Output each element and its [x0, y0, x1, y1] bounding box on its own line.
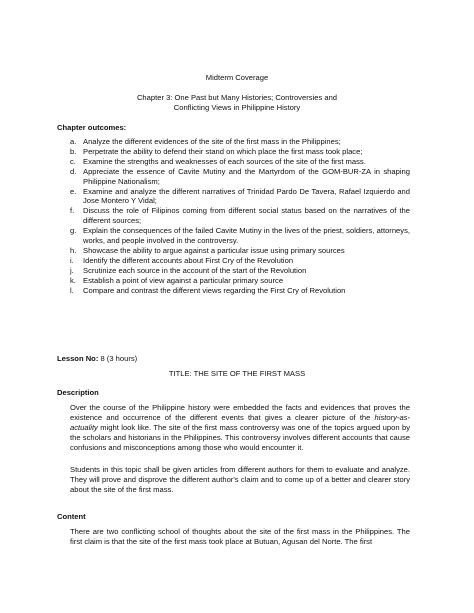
outcome-marker: j. — [70, 265, 74, 275]
outcome-marker: b. — [70, 146, 77, 156]
outcome-item — [70, 167, 410, 187]
outcome-text: Examine the strengths and weaknesses of each sources of the site of the first mass. — [83, 156, 366, 166]
outcome-item — [70, 187, 410, 207]
history-as-actuality-term: history-as- actuality — [70, 412, 410, 432]
outcome-item — [70, 286, 410, 296]
outcome-item — [70, 147, 410, 157]
content-paragraph-1: There are two conflicting school of thoughts about the site of the first mass in the Philippines. The first claim is that the site of the first mass took place at Butuan, Agusan del Norte. The first — [70, 527, 410, 546]
outcome-text: Perpetrate the ability to defend their stand on which place the first mass took place; — [83, 146, 363, 156]
lesson-label: Lesson No: — [57, 354, 99, 363]
outcome-item — [70, 206, 410, 226]
outcome-text: Appreciate the essence of Cavite Mutiny and the Martyrdom of the GOM-BUR-ZA in shaping Philippine Nationalism; — [83, 166, 410, 186]
description-paragraph-1: Over the course of the Philippine history were embedded the facts and evidences that proves the existence and occurrence of the different events that gives a clearer picture of the history-as- actuality might look like. The site of the first mass controversy was one of the topics argued upon by the scholars and historians in the Philippines. This controversy involves different accounts that cause confusions and misconceptions among those who would encounter it. — [70, 403, 410, 452]
lesson-number — [57, 354, 137, 364]
outcome-item — [70, 256, 410, 266]
outcome-item — [70, 276, 410, 286]
outcome-marker: k. — [70, 275, 76, 285]
outcome-text: Examine and analyze the different narratives of Trinidad Pardo De Tavera, Rafael Izquierdo and Jose Montero Y Vidal; — [83, 186, 410, 206]
outcome-text: Analyze the different evidences of the site of the first mass in the Philippines; — [83, 137, 341, 146]
outcome-item — [70, 157, 410, 167]
lesson-title: TITLE: THE SITE OF THE FIRST MASS — [168, 369, 306, 378]
outcome-item — [70, 266, 410, 276]
outcome-item — [70, 246, 410, 256]
outcome-text: Explain the consequences of the failed Cavite Mutiny in the lives of the priest, soldiers, attorneys, works, and people involved in the controversy. — [83, 226, 410, 246]
outcome-marker: c. — [70, 156, 76, 166]
coverage-title: Midterm Coverage — [205, 73, 269, 82]
outcome-marker: g. — [70, 226, 77, 236]
outcome-text: Showcase the ability to argue against a particular issue using primary sources — [83, 245, 345, 255]
outcome-marker: i. — [70, 255, 74, 265]
content-heading: Content — [57, 512, 86, 521]
outcome-text: Establish a point of view against a particular primary source — [83, 275, 284, 285]
lesson-value: 8 (3 hours) — [98, 354, 138, 363]
outcome-marker: h. — [70, 245, 77, 255]
outcome-marker: d. — [70, 166, 77, 176]
outcome-marker: a. — [70, 137, 77, 146]
outcome-marker: e. — [70, 186, 77, 196]
outcome-marker: l. — [70, 285, 74, 295]
outcome-marker: f. — [70, 206, 75, 216]
outcome-item — [70, 226, 410, 246]
chapter-title: Chapter 3: One Past but Many Histories; Controversies and Conflicting Views in Philippine History — [136, 93, 338, 112]
outcome-item — [70, 137, 410, 147]
description-heading: Description — [57, 388, 99, 397]
outcomes-heading: Chapter outcomes: — [57, 123, 127, 132]
description-paragraph-2: Students in this topic shall be given articles from different authors for them to evaluate and analyze. They will prove and disprove the different author's claim and to come up of a better and clearer story about the site of the first mass. — [70, 465, 410, 494]
outcome-text: Compare and contrast the different views regarding the First Cry of Revolution — [83, 285, 346, 295]
outcome-text: Identify the different accounts about First Cry of the Revolution — [83, 255, 294, 265]
outcome-text: Discuss the role of Filipinos coming from different social status based on the narratives of the different sources; — [83, 206, 410, 226]
outcome-text: Scrutinize each source in the account of the start of the Revolution — [83, 265, 307, 275]
outcomes-list — [70, 137, 410, 296]
